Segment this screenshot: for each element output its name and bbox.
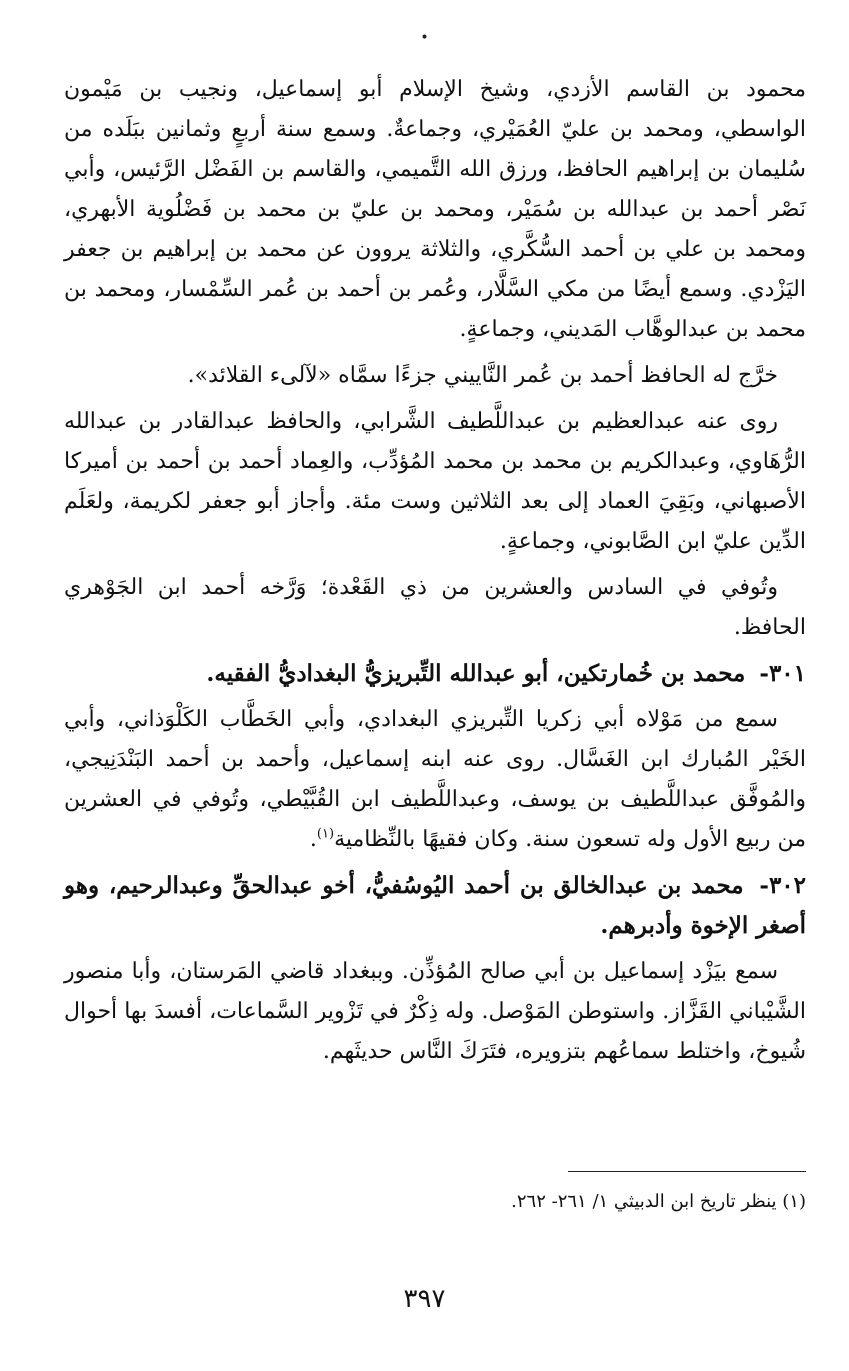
footnote-reference[interactable]: (١) xyxy=(316,826,335,842)
entry-number-302: ٣٠٢- xyxy=(759,872,807,899)
entry-heading-301 xyxy=(64,654,806,694)
entry-heading-302 xyxy=(64,866,806,946)
paragraph-death: وتُوفي في السادس والعشرين من ذي القَعْدة؛ وَرَّخه أحمد ابن الجَوْهري الحافظ. xyxy=(64,575,806,640)
footnote: (١) ينظر تاريخ ابن الدبيثي ١/ ٢٦١- ٢٦٢. xyxy=(511,1191,806,1212)
paragraph-takhrij: خرَّج له الحافظ أحمد بن عُمر النَّاييني جزءًا سمَّاه «لآلىء القلائد». xyxy=(187,363,778,388)
entry-number-301: ٣٠١- xyxy=(759,660,806,687)
paragraph-entry-302: سمع بيَزْد إسماعيل بن أبي صالح المُؤذِّن. وببغداد قاضي المَرستان، وأبا منصور الشَّيْباني القَزَّاز. واستوطن المَوْصل. وله ذِكْرٌ في تَزْوير السَّماعات، أفسدَ بها أحوال شُيوخ، واختلط سماعُهم بتزويره، فتَرَكَ النَّاس حديثَهم. xyxy=(64,959,806,1064)
top-mark: • xyxy=(420,30,429,46)
paragraph-continuation: محمود بن القاسم الأزدي، وشيخ الإسلام أبو إسماعيل، ونجيب بن مَيْمون الواسطي، ومحمد بن عليّ العُمَيْري، وجماعةٌ. وسمع سنة أربعٍ وثمانين ببَلَده من سُليمان بن إبراهيم الحافظ، ورزق الله التَّميمي، والقاسم بن الفَضْل الرَّئيس، وأبي نَصْر أحمد بن عبدالله بن سُمَيْر، ومحمد بن عليّ بن محمد بن فَضْلُوية الأبهري، ومحمد بن علي بن أحمد السُّكَّري، والثلاثة يروون عن محمد بن إبراهيم بن جعفر اليَزْدي. وسمع أيضًا من مكي السَّلَّار، وعُمر بن أحمد بن عُمر السِّمْسار، ومحمد بن محمد بن عبدالوهَّاب المَديني، وجماعةٍ. xyxy=(64,77,806,342)
paragraph-entry-301 xyxy=(64,700,806,860)
footnote-divider xyxy=(568,1171,806,1172)
entry-title-301: محمد بن خُمارتكين، أبو عبدالله التِّبريزيُّ البغداديُّ الفقيه. xyxy=(206,660,746,687)
entry-301-text: سمع من مَوْلاه أبي زكريا التِّبريزي البغدادي، وأبي الخَطَّاب الكَلْوَذاني، وأبي الخَيْر المُبارك ابن الغَسَّال. روى عنه ابنه إسماعيل، وأحمد بن أحمد البَنْدَنِيجي، والمُوفَّق عبداللَّطيف بن يوسف، وعبداللَّطيف ابن القُبَّيْطي، وتُوفي في العشرين من ربيع الأول وله تسعون سنة. وكان فقيهًا بالنِّظامية xyxy=(64,707,806,852)
entry-301-end: . xyxy=(309,827,317,852)
entry-title-302: محمد بن عبدالخالق بن أحمد اليُوسُفيُّ، أخو عبدالحقِّ وعبدالرحيم، وهو أصغر الإخوة وأدبرهم. xyxy=(64,872,806,939)
paragraph-narrators: روى عنه عبدالعظيم بن عبداللَّطيف الشَّرابي، والحافظ عبدالقادر بن عبدالله الرُّهَاوي، وعبدالكريم بن محمد بن محمد المُؤدِّب، والعِماد أحمد بن أحمد بن أميركا الأصبهاني، وبَقِيَ العماد إلى بعد الثلاثين وست مئة. وأجاز أبو جعفر لكريمة، ولعَلَم الدِّين عليّ ابن الصَّابوني، وجماعةٍ. xyxy=(64,409,806,554)
page-number: ٣٩٧ xyxy=(403,1284,446,1314)
page-body xyxy=(64,70,806,1078)
